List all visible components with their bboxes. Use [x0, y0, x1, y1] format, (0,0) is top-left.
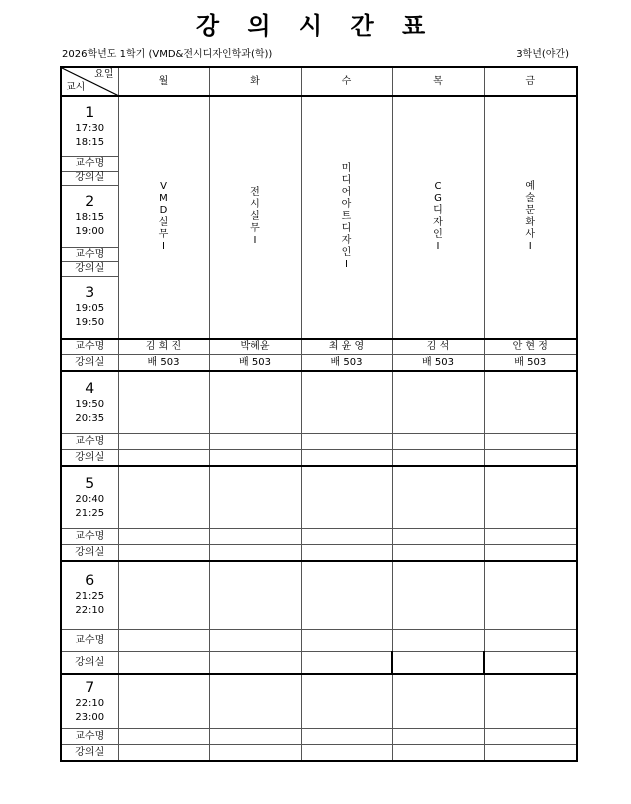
empty-professor-slot	[484, 434, 577, 450]
course-title-char: 실	[158, 217, 169, 229]
professor-label: 교수명	[61, 157, 118, 171]
period-start: 19:05	[75, 303, 105, 315]
empty-room-slot	[118, 652, 209, 674]
course-title-char: 인	[433, 229, 443, 241]
period-cell-4	[61, 371, 118, 434]
period-cell-6	[61, 561, 118, 630]
corner-day-label: 요일	[94, 69, 114, 80]
room-label: 강의실	[61, 545, 118, 561]
corner-header-cell	[61, 67, 118, 96]
course-block-thu	[392, 96, 484, 338]
period-end: 20:35	[75, 412, 105, 424]
empty-room-slot	[301, 450, 392, 466]
course-title-char: M	[159, 193, 168, 205]
course-title-char: 실	[250, 211, 260, 223]
empty-professor-slot	[392, 434, 484, 450]
empty-slot	[209, 561, 301, 630]
empty-slot	[484, 674, 577, 729]
period-start: 20:40	[75, 493, 105, 505]
period-number: 3	[85, 285, 95, 302]
course-title	[393, 181, 484, 253]
empty-professor-slot	[392, 529, 484, 545]
empty-room-slot	[209, 745, 301, 761]
empty-slot	[392, 674, 484, 729]
empty-professor-slot	[301, 529, 392, 545]
period-end: 23:00	[75, 711, 105, 723]
room-label: 강의실	[61, 745, 118, 761]
course-title-char: 인	[341, 247, 352, 259]
empty-room-slot	[118, 745, 209, 761]
professor-name: 김 희 진	[118, 339, 209, 355]
empty-room-slot	[392, 450, 484, 466]
empty-slot	[118, 674, 209, 729]
course-title	[210, 187, 301, 247]
empty-room-slot	[301, 652, 392, 674]
period-cell-3	[61, 276, 118, 339]
period-end: 18:15	[75, 136, 105, 148]
empty-slot	[209, 371, 301, 434]
period-number: 6	[85, 573, 95, 590]
empty-professor-slot	[118, 630, 209, 652]
empty-slot	[484, 466, 577, 529]
empty-room-slot	[209, 545, 301, 561]
professor-label: 교수명	[61, 339, 118, 355]
professor-name: 최 윤 영	[301, 339, 392, 355]
course-block-tue	[209, 96, 301, 338]
empty-professor-slot	[392, 630, 484, 652]
period-start: 17:30	[75, 122, 105, 134]
semester-department: 2026학년도 1학기 (VMD&전시디자인학과(학))	[62, 49, 273, 60]
room-label: 강의실	[61, 355, 118, 371]
course-title-char: Ⅰ	[528, 241, 532, 253]
course-title-char: Ⅰ	[436, 241, 440, 253]
timetable	[60, 66, 578, 762]
room-number: 배 503	[392, 355, 484, 371]
course-title-char: 자	[341, 235, 352, 247]
empty-slot	[301, 561, 392, 630]
empty-slot	[301, 466, 392, 529]
professor-name: 박혜윤	[209, 339, 301, 355]
empty-slot	[301, 674, 392, 729]
empty-professor-slot	[484, 529, 577, 545]
professor-name: 김 석	[392, 339, 484, 355]
empty-slot	[392, 371, 484, 434]
room-number: 배 503	[484, 355, 577, 371]
empty-room-slot	[484, 545, 577, 561]
period-number: 1	[85, 104, 95, 121]
course-title-char: 술	[525, 193, 536, 205]
course-title-char: 미	[341, 163, 352, 175]
day-header-wed: 수	[301, 67, 392, 96]
empty-room-slot	[392, 545, 484, 561]
empty-room-slot	[118, 545, 209, 561]
period-start: 21:25	[75, 591, 105, 603]
day-header-mon: 월	[118, 67, 209, 96]
empty-slot	[209, 466, 301, 529]
empty-room-slot	[118, 450, 209, 466]
empty-professor-slot	[484, 630, 577, 652]
day-header-tue: 화	[209, 67, 301, 96]
course-title-char: 디	[341, 175, 352, 187]
empty-professor-slot	[118, 729, 209, 745]
professor-label: 교수명	[61, 248, 118, 262]
course-title-char: 무	[250, 223, 260, 235]
course-title-char: 디	[341, 223, 352, 235]
course-title	[302, 163, 392, 271]
course-title-char: Ⅰ	[345, 259, 348, 271]
course-title-char: Ⅰ	[253, 235, 257, 247]
empty-room-slot	[392, 652, 484, 674]
course-title-char: 자	[433, 217, 443, 229]
empty-slot	[392, 466, 484, 529]
room-label: 강의실	[61, 450, 118, 466]
course-title-char: 화	[525, 217, 536, 229]
period-end: 19:00	[75, 226, 105, 238]
course-title-char: 트	[341, 211, 352, 223]
course-title-char: 문	[525, 205, 536, 217]
empty-room-slot	[484, 652, 577, 674]
period-number: 2	[85, 194, 95, 211]
empty-professor-slot	[118, 529, 209, 545]
empty-room-slot	[484, 745, 577, 761]
period-end: 21:25	[75, 507, 105, 519]
course-title-char: 어	[341, 187, 352, 199]
empty-professor-slot	[209, 729, 301, 745]
professor-name: 안 현 정	[484, 339, 577, 355]
course-title-char: G	[434, 193, 442, 205]
empty-slot	[301, 371, 392, 434]
period-start: 22:10	[75, 697, 105, 709]
period-cell-1	[61, 96, 118, 157]
empty-slot	[209, 674, 301, 729]
empty-slot	[484, 561, 577, 630]
empty-slot	[392, 561, 484, 630]
course-title-char: 사	[525, 229, 536, 241]
empty-professor-slot	[301, 729, 392, 745]
course-block-mon	[118, 96, 209, 338]
period-cell-7	[61, 674, 118, 729]
course-title-char: 시	[250, 199, 260, 211]
period-cell-5	[61, 466, 118, 529]
course-title-char: 디	[433, 205, 443, 217]
room-label: 강의실	[61, 262, 118, 276]
course-title-char: Ⅰ	[162, 241, 165, 253]
empty-room-slot	[209, 652, 301, 674]
period-number: 7	[85, 679, 95, 696]
course-title-char: 아	[341, 199, 352, 211]
empty-professor-slot	[301, 434, 392, 450]
grade-session: 3학년(야간)	[516, 49, 569, 60]
empty-room-slot	[392, 745, 484, 761]
room-label: 강의실	[61, 652, 118, 674]
empty-professor-slot	[209, 630, 301, 652]
empty-professor-slot	[118, 434, 209, 450]
room-label: 강의실	[61, 171, 118, 185]
professor-label: 교수명	[61, 529, 118, 545]
period-end: 19:50	[75, 317, 105, 329]
empty-professor-slot	[209, 434, 301, 450]
room-number: 배 503	[209, 355, 301, 371]
empty-professor-slot	[392, 729, 484, 745]
corner-period-label: 교시	[66, 82, 86, 94]
course-title-char: D	[159, 205, 168, 217]
professor-label: 교수명	[61, 630, 118, 652]
period-number: 5	[85, 475, 95, 492]
professor-label: 교수명	[61, 729, 118, 745]
course-title-char: 예	[525, 181, 536, 193]
period-start: 19:50	[75, 398, 105, 410]
course-block-fri	[484, 96, 577, 338]
day-header-thu: 목	[392, 67, 484, 96]
empty-room-slot	[484, 450, 577, 466]
course-title-char: 전	[250, 187, 260, 199]
period-start: 18:15	[75, 212, 105, 224]
empty-professor-slot	[484, 729, 577, 745]
course-title-char: V	[160, 181, 167, 193]
professor-label: 교수명	[61, 434, 118, 450]
course-title	[485, 181, 577, 253]
course-title-char: 무	[158, 229, 169, 241]
empty-professor-slot	[301, 630, 392, 652]
empty-professor-slot	[209, 529, 301, 545]
empty-slot	[118, 561, 209, 630]
empty-room-slot	[209, 450, 301, 466]
empty-slot	[484, 371, 577, 434]
course-title	[119, 181, 209, 253]
room-number: 배 503	[118, 355, 209, 371]
empty-room-slot	[301, 545, 392, 561]
empty-slot	[118, 466, 209, 529]
course-block-wed	[301, 96, 392, 338]
room-number: 배 503	[301, 355, 392, 371]
course-title-char: C	[434, 181, 442, 193]
empty-room-slot	[301, 745, 392, 761]
empty-slot	[118, 371, 209, 434]
page-title: 강 의 시 간 표	[195, 12, 436, 40]
period-cell-2	[61, 185, 118, 248]
period-number: 4	[85, 380, 95, 397]
day-header-fri: 금	[484, 67, 577, 96]
period-end: 22:10	[75, 605, 105, 617]
